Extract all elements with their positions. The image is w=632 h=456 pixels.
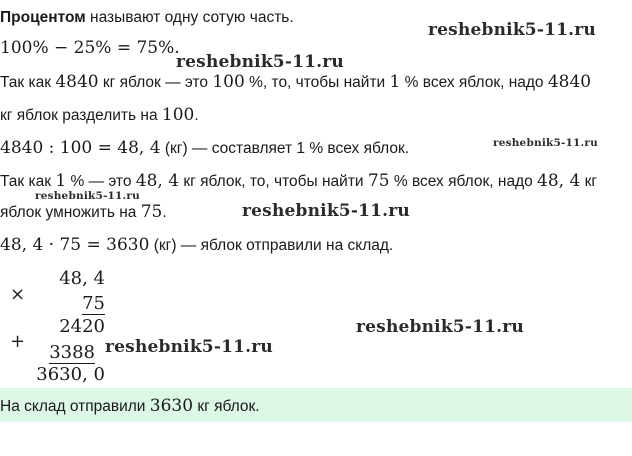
explanation-line-4 [0,202,167,222]
answer-box [0,388,632,422]
division-text: (кг) — составляет 1 % всех яблок. [160,140,410,157]
watermark: reshebnik5-11.ru [105,337,273,357]
watermark: reshebnik5-11.ru [35,190,140,202]
text: . [194,107,199,124]
math: 1 [389,72,401,92]
definition-line [0,9,294,27]
explanation-line-2 [0,105,199,125]
text: яблок умножить на [0,204,141,221]
calc-row-3 [59,316,105,337]
calc-value: 3388 [49,342,95,363]
calc-row-1 [59,268,105,289]
text: . [162,204,167,221]
multiplication-text: (кг) — яблок отправили на склад. [149,237,394,254]
term-bold: Процентом [0,9,86,26]
text: кг яблок, то, чтобы найти [179,173,368,190]
text: кг яблок. [193,398,260,415]
text: кг [580,173,598,190]
watermark: reshebnik5-11.ru [242,201,410,221]
calc-row-2 [82,293,105,315]
math: 4840 [55,72,99,92]
watermark: reshebnik5-11.ru [356,317,524,337]
text: кг яблок — это [98,74,213,91]
math: 100 [161,105,195,125]
text: Так как [0,173,56,190]
equation-percent-math: 100% − 25% = 75%. [0,38,180,58]
math: 3630 [149,396,194,416]
text: На склад отправили [0,398,150,415]
answer-text [0,396,260,416]
watermark: reshebnik5-11.ru [176,52,344,72]
text: кг яблок разделить на [0,107,162,124]
text: %, то, чтобы найти [244,74,390,91]
math: 1 [55,171,67,191]
calc-value: 48, 4 [59,268,105,289]
math: 48, 4 [135,171,180,191]
math: 4840 [547,72,592,92]
calc-value: 2420 [59,316,105,337]
multiplication-math: 48, 4 · 75 = 3630 [0,235,150,255]
multiplication-line [0,235,393,255]
calc-row-4 [49,342,95,364]
watermark: reshebnik5-11.ru [493,137,598,149]
text: % — это [66,173,136,190]
math: 75 [367,171,390,191]
division-math: 4840 : 100 = 48, 4 [0,138,161,158]
text: % всех яблок, надо [389,173,538,190]
definition-text: называют одну сотую часть. [85,9,294,26]
math: 100 [212,72,245,92]
plus-sign: + [10,331,26,352]
explanation-line-3 [0,171,597,191]
calc-row-5 [36,364,105,385]
times-sign: × [10,284,26,305]
calc-value: 75 [82,293,105,314]
watermark: reshebnik5-11.ru [428,20,596,40]
text: Так как [0,74,56,91]
math: 48, 4 [537,171,581,191]
text: % всех яблок, надо [400,74,548,91]
division-line [0,138,409,158]
calc-value: 3630, 0 [36,364,105,385]
equation-percent [0,38,180,58]
explanation-line-1 [0,72,591,92]
math: 75 [140,202,163,222]
